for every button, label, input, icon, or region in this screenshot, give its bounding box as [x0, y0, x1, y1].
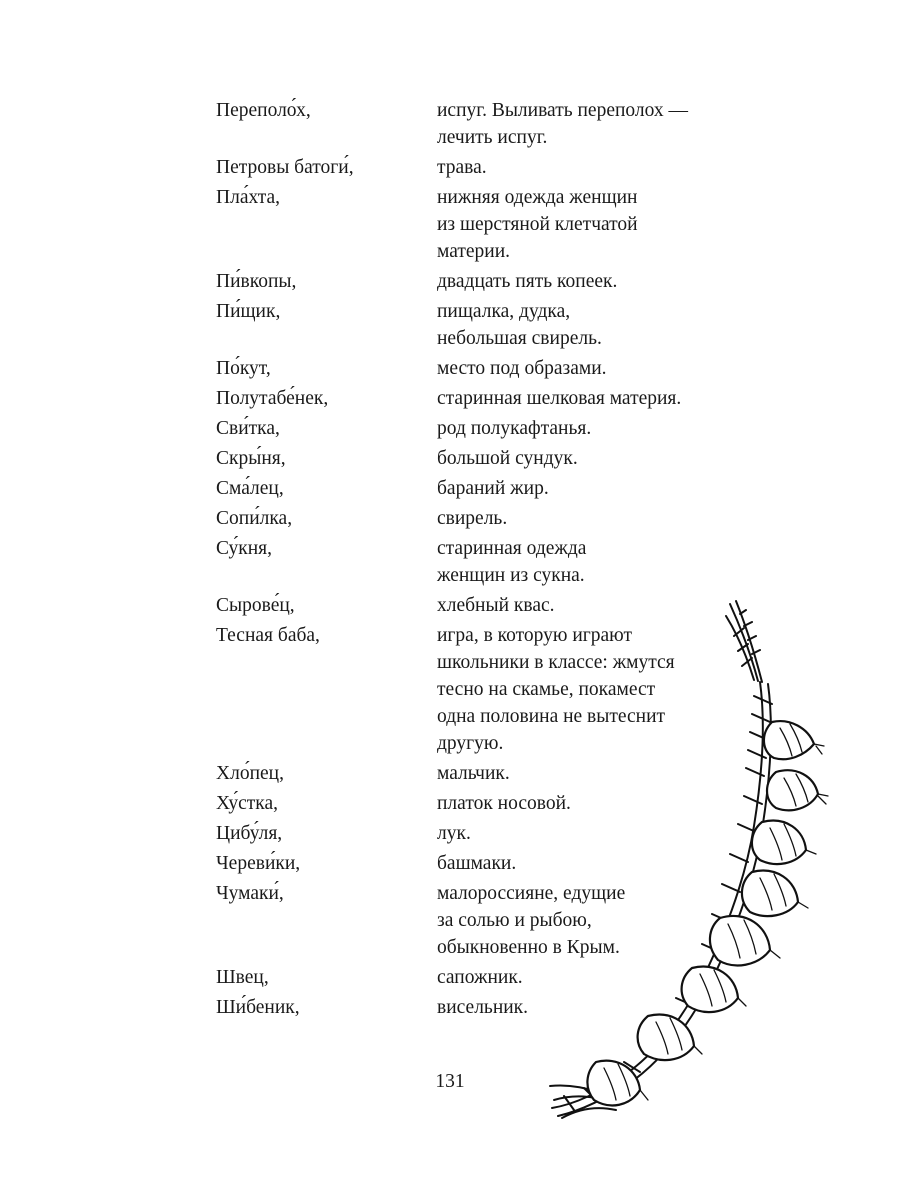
definition-line: старинная одежда — [437, 538, 587, 559]
definition-line: малороссияне, едущие — [437, 883, 626, 904]
definition-line: род полукафтанья. — [437, 418, 592, 439]
entry-term: Сопи́лка, — [216, 508, 293, 529]
definition-line: висельник. — [437, 997, 529, 1018]
definition-line: старинная шелковая материя. — [437, 388, 682, 409]
entry-term: Сма́лец, — [216, 478, 284, 499]
definition-line: бараний жир. — [437, 478, 549, 499]
definition-line: нижняя одежда женщин — [437, 187, 638, 208]
entry-term: Су́кня, — [216, 538, 273, 559]
definition-line: двадцать пять копеек. — [437, 271, 618, 292]
definition-line: большой сундук. — [437, 448, 578, 469]
definition-line: лук. — [437, 823, 471, 844]
glossary-entry — [216, 268, 736, 295]
entry-definition — [437, 445, 736, 472]
entry-term: Пи́вкопы, — [216, 271, 297, 292]
entry-definition — [437, 184, 736, 265]
definition-line: лечить испуг. — [437, 127, 548, 148]
entry-term: Ху́стка, — [216, 793, 279, 814]
entry-term: Ши́беник, — [216, 997, 300, 1018]
entry-definition — [437, 475, 736, 502]
entry-term: По́кут, — [216, 358, 271, 379]
entry-term: Пи́щик, — [216, 301, 281, 322]
definition-line: испуг. Выливать переполох — — [437, 100, 689, 121]
entry-definition — [437, 154, 736, 181]
definition-line: одна половина не вытеснит — [437, 706, 666, 727]
entry-term: Петровы батоги́, — [216, 157, 354, 178]
definition-line: свирель. — [437, 508, 508, 529]
entry-term: Цибу́ля, — [216, 823, 283, 844]
definition-line: игра, в которую играют — [437, 625, 633, 646]
definition-line: женщин из сукна. — [437, 565, 585, 586]
definition-line: трава. — [437, 157, 487, 178]
glossary-entry — [216, 298, 736, 352]
glossary-entry — [216, 475, 736, 502]
definition-line: тесно на скамье, покамест — [437, 679, 656, 700]
definition-line: платок носовой. — [437, 793, 571, 814]
entry-definition — [437, 385, 736, 412]
entry-term: Сырове́ц, — [216, 595, 295, 616]
entry-term: Переполо́х, — [216, 100, 311, 121]
definition-line: другую. — [437, 733, 504, 754]
definition-line: пищалка, дудка, — [437, 301, 571, 322]
entry-term: Скры́ня, — [216, 448, 286, 469]
entry-term: Тесная баба, — [216, 625, 320, 646]
glossary-entry — [216, 385, 736, 412]
definition-line: за солью и рыбою, — [437, 910, 592, 931]
definition-line: мальчик. — [437, 763, 510, 784]
page-number: 131 — [435, 1071, 465, 1092]
entry-term: Пла́хта, — [216, 187, 281, 208]
definition-line: место под образами. — [437, 358, 607, 379]
entry-definition — [437, 355, 736, 382]
glossary-entry — [216, 184, 736, 265]
onion-braid-illustration — [540, 596, 840, 1136]
entry-definition — [437, 268, 736, 295]
definition-line: из шерстяной клетчатой — [437, 214, 638, 235]
entry-definition — [437, 97, 736, 151]
entry-term: Череви́ки, — [216, 853, 301, 874]
glossary-entry — [216, 355, 736, 382]
definition-line: небольшая свирель. — [437, 328, 602, 349]
glossary-entry — [216, 154, 736, 181]
entry-definition — [437, 415, 736, 442]
entry-term: Хло́пец, — [216, 763, 284, 784]
entry-term: Швец, — [216, 967, 269, 988]
glossary-entry — [216, 415, 736, 442]
entry-term: Чумаки́, — [216, 883, 284, 904]
definition-line: школьники в классе: жмутся — [437, 652, 675, 673]
entry-term: Сви́тка, — [216, 418, 280, 439]
glossary-entry — [216, 505, 736, 532]
glossary-entry — [216, 97, 736, 151]
definition-line: материи. — [437, 241, 511, 262]
entry-definition — [437, 298, 736, 352]
glossary-entry — [216, 535, 736, 589]
entry-definition — [437, 535, 736, 589]
definition-line: сапожник. — [437, 967, 523, 988]
glossary-entry — [216, 445, 736, 472]
definition-line: хлебный квас. — [437, 595, 555, 616]
onion-braid-icon — [540, 596, 840, 1136]
definition-line: башмаки. — [437, 853, 517, 874]
entry-definition — [437, 505, 736, 532]
definition-line: обыкновенно в Крым. — [437, 937, 620, 958]
entry-term: Полутабе́нек, — [216, 388, 329, 409]
